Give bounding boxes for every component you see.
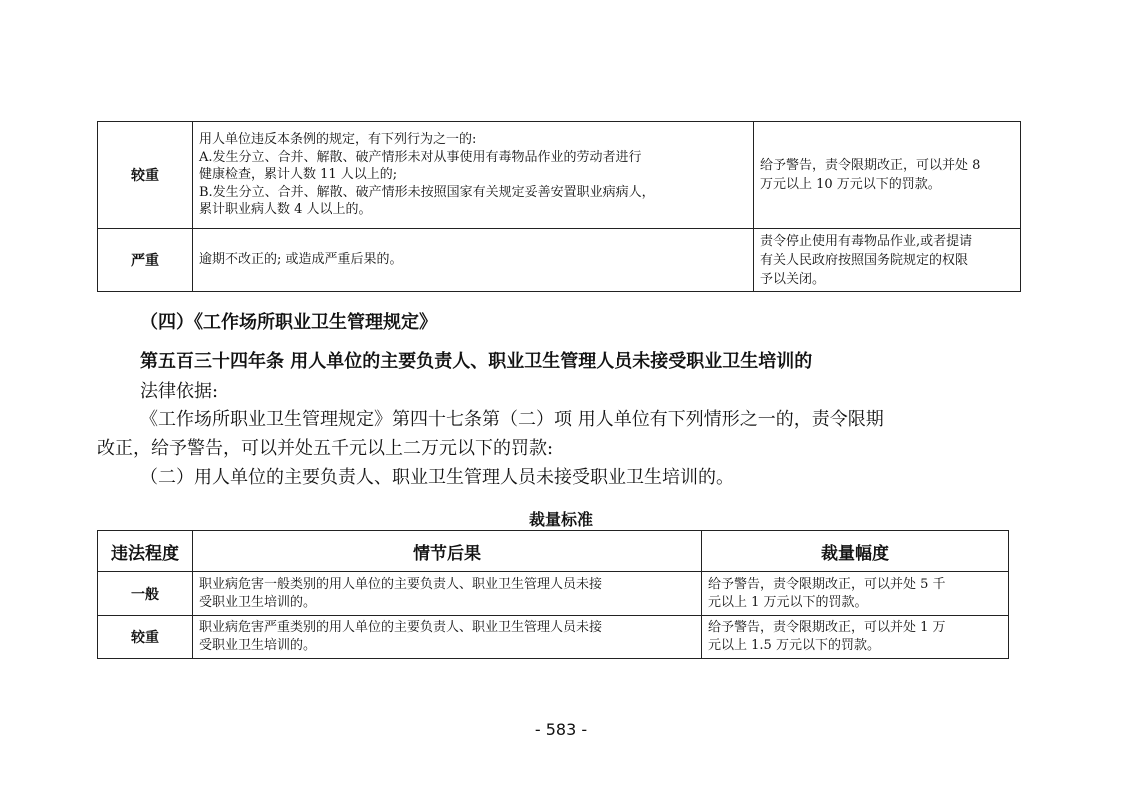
penalty-cell: 给予警告，责令限期改正，可以并处 1 万 元以上 1.5 万元以下的罚款。 xyxy=(702,616,1009,659)
table-header-row xyxy=(98,531,1009,572)
degree-cell: 一般 xyxy=(98,572,193,616)
circumstance-cell: 逾期不改正的; 或造成严重后果的。 xyxy=(193,229,754,292)
penalty-cell: 给予警告，责令限期改正，可以并处 5 千 元以上 1 万元以下的罚款。 xyxy=(702,572,1009,616)
table-row xyxy=(98,229,1021,292)
legal-basis-item: （二）用人单位的主要负责人、职业卫生管理人员未接受职业卫生培训的。 xyxy=(140,467,734,488)
header-degree: 违法程度 xyxy=(98,531,193,572)
penalty-table-continued xyxy=(97,121,1021,292)
section-title: （四）《工作场所职业卫生管理规定》 xyxy=(140,312,437,333)
table-row xyxy=(98,572,1009,616)
penalty-cell: 给予警告，责令限期改正，可以并处 8 万元以上 10 万元以下的罚款。 xyxy=(754,122,1021,229)
degree-cell: 较重 xyxy=(98,616,193,659)
article-title: 第五百三十四年条 用人单位的主要负责人、职业卫生管理人员未接受职业卫生培训的 xyxy=(140,351,813,372)
circumstance-cell: 用人单位违反本条例的规定，有下列行为之一的: A.发生分立、合并、解散、破产情形未对从事使用有毒物品作业的劳动者进行 健康检查，累计人数 11 人以上的; B.发生分立、合并、解散、破产情形未按照国家有关规定妥善安置职业病病人， 累计职业病人数 4 人以上的。 xyxy=(193,122,754,229)
circumstance-cell: 职业病危害一般类别的用人单位的主要负责人、职业卫生管理人员未接 受职业卫生培训的。 xyxy=(193,572,702,616)
legal-basis-label: 法律依据: xyxy=(140,381,219,402)
table-row xyxy=(98,122,1021,229)
legal-basis-paragraph: 《工作场所职业卫生管理规定》第四十七条第（二）项 用人单位有下列情形之一的，责令限期 xyxy=(140,409,884,430)
degree-cell: 较重 xyxy=(98,122,193,229)
circumstance-cell: 职业病危害严重类别的用人单位的主要负责人、职业卫生管理人员未接 受职业卫生培训的。 xyxy=(193,616,702,659)
degree-cell: 严重 xyxy=(98,229,193,292)
discretion-standard-table xyxy=(97,530,1009,659)
penalty-cell: 责令停止使用有毒物品作业,或者提请 有关人民政府按照国务院规定的权限 予以关闭。 xyxy=(754,229,1021,292)
standard-title: 裁量标准 xyxy=(528,510,593,529)
legal-basis-paragraph-cont: 改正，给予警告，可以并处五千元以上二万元以下的罚款: xyxy=(97,438,554,459)
header-circumstance: 情节后果 xyxy=(193,531,702,572)
page-number: - 583 - xyxy=(534,720,588,739)
table-row xyxy=(98,616,1009,659)
header-penalty: 裁量幅度 xyxy=(702,531,1009,572)
